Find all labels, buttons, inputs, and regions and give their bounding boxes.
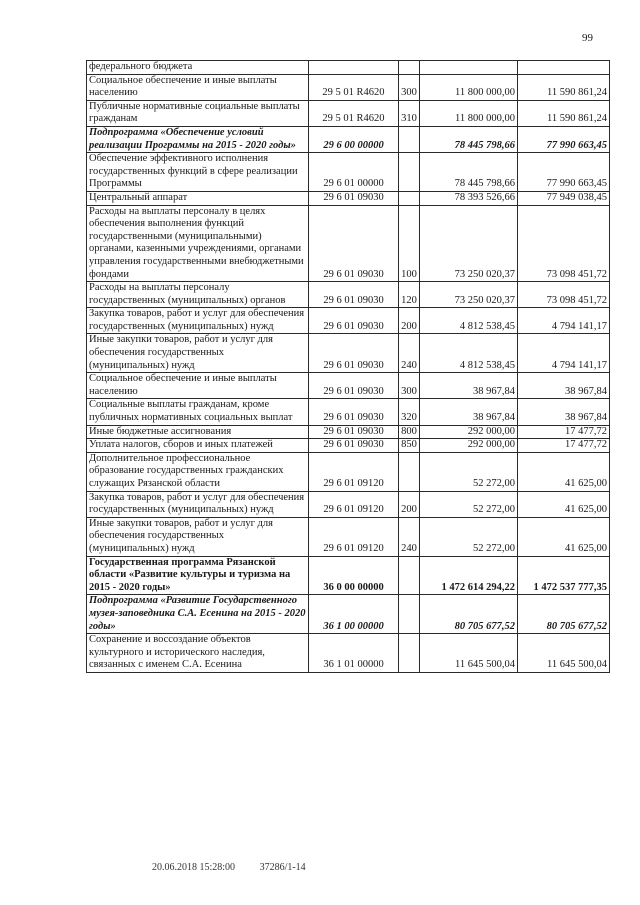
row-code-cell: 29 5 01 R4620 xyxy=(309,100,399,126)
row-code-cell: 29 6 01 09030 xyxy=(309,439,399,453)
row-name-cell: Иные закупки товаров, работ и услуг для обеспечения государственных (муниципальных) нужд xyxy=(87,334,309,373)
row-planned-sum-cell: 4 812 538,45 xyxy=(420,308,518,334)
row-executed-sum-cell: 77 949 038,45 xyxy=(518,191,610,205)
row-name-cell: Центральный аппарат xyxy=(87,191,309,205)
row-executed-sum-cell: 38 967,84 xyxy=(518,373,610,399)
row-planned-sum-cell: 38 967,84 xyxy=(420,399,518,425)
table-row xyxy=(87,373,610,399)
row-expense-type-cell: 320 xyxy=(399,399,420,425)
row-name-cell: Социальное обеспечение и иные выплаты населению xyxy=(87,74,309,100)
row-name-cell: Иные бюджетные ассигнования xyxy=(87,425,309,439)
row-planned-sum-cell: 73 250 020,37 xyxy=(420,205,518,282)
row-executed-sum-cell: 4 794 141,17 xyxy=(518,334,610,373)
table-row xyxy=(87,334,610,373)
budget-table xyxy=(86,60,610,673)
table-row xyxy=(87,452,610,491)
table-row xyxy=(87,491,610,517)
row-executed-sum-cell: 17 477,72 xyxy=(518,425,610,439)
row-name-cell: Обеспечение эффективного исполнения государственных функций в сфере реализации Программы xyxy=(87,153,309,192)
row-code-cell xyxy=(309,61,399,75)
row-name-cell: Уплата налогов, сборов и иных платежей xyxy=(87,439,309,453)
row-name-cell: Государственная программа Рязанской области «Развитие культуры и туризма на 2015 - 2020 годы» xyxy=(87,556,309,595)
row-planned-sum-cell: 38 967,84 xyxy=(420,373,518,399)
table-row xyxy=(87,517,610,556)
row-executed-sum-cell: 1 472 537 777,35 xyxy=(518,556,610,595)
row-executed-sum-cell: 41 625,00 xyxy=(518,517,610,556)
row-code-cell: 29 6 01 09120 xyxy=(309,491,399,517)
row-expense-type-cell: 300 xyxy=(399,373,420,399)
row-expense-type-cell: 800 xyxy=(399,425,420,439)
subprogram-row xyxy=(87,126,610,152)
table-row xyxy=(87,308,610,334)
row-code-cell: 29 6 01 09030 xyxy=(309,399,399,425)
row-executed-sum-cell xyxy=(518,61,610,75)
row-code-cell: 29 6 01 09030 xyxy=(309,334,399,373)
row-name-cell: Дополнительное профессиональное образование государственных гражданских служащих Рязанской области xyxy=(87,452,309,491)
row-expense-type-cell: 120 xyxy=(399,282,420,308)
row-planned-sum-cell: 52 272,00 xyxy=(420,491,518,517)
table-row xyxy=(87,634,610,673)
budget-table-body xyxy=(87,61,610,673)
page-number: 99 xyxy=(582,32,593,44)
row-planned-sum-cell: 52 272,00 xyxy=(420,452,518,491)
row-expense-type-cell: 240 xyxy=(399,334,420,373)
row-planned-sum-cell: 78 445 798,66 xyxy=(420,153,518,192)
row-code-cell: 29 6 00 00000 xyxy=(309,126,399,152)
row-name-cell: Социальное обеспечение и иные выплаты населению xyxy=(87,373,309,399)
row-code-cell: 36 0 00 00000 xyxy=(309,556,399,595)
row-planned-sum-cell: 292 000,00 xyxy=(420,425,518,439)
row-code-cell: 29 6 01 09030 xyxy=(309,373,399,399)
row-expense-type-cell: 300 xyxy=(399,74,420,100)
row-executed-sum-cell: 73 098 451,72 xyxy=(518,205,610,282)
row-name-cell: Сохранение и воссоздание объектов культурного и исторического наследия, связанных с именем С.А. Есенина xyxy=(87,634,309,673)
subprogram-row xyxy=(87,595,610,634)
program-row xyxy=(87,556,610,595)
row-code-cell: 29 6 01 09030 xyxy=(309,282,399,308)
row-name-cell: Расходы на выплаты персоналу государственных (муниципальных) органов xyxy=(87,282,309,308)
row-code-cell: 29 6 01 09030 xyxy=(309,308,399,334)
row-name-cell: Социальные выплаты гражданам, кроме публичных нормативных социальных выплат xyxy=(87,399,309,425)
row-executed-sum-cell: 73 098 451,72 xyxy=(518,282,610,308)
row-expense-type-cell xyxy=(399,153,420,192)
table-row xyxy=(87,399,610,425)
row-expense-type-cell: 240 xyxy=(399,517,420,556)
table-row xyxy=(87,425,610,439)
row-planned-sum-cell: 80 705 677,52 xyxy=(420,595,518,634)
row-name-cell: Закупка товаров, работ и услуг для обеспечения государственных (муниципальных) нужд xyxy=(87,308,309,334)
row-planned-sum-cell: 11 800 000,00 xyxy=(420,74,518,100)
table-row xyxy=(87,191,610,205)
row-name-cell: Закупка товаров, работ и услуг для обеспечения государственных (муниципальных) нужд xyxy=(87,491,309,517)
row-planned-sum-cell: 73 250 020,37 xyxy=(420,282,518,308)
row-name-cell: Публичные нормативные социальные выплаты гражданам xyxy=(87,100,309,126)
table-row xyxy=(87,205,610,282)
row-code-cell: 29 6 01 09030 xyxy=(309,425,399,439)
row-expense-type-cell xyxy=(399,634,420,673)
row-planned-sum-cell: 11 800 000,00 xyxy=(420,100,518,126)
row-name-cell: Подпрограмма «Обеспечение условий реализации Программы на 2015 - 2020 годы» xyxy=(87,126,309,152)
row-planned-sum-cell: 52 272,00 xyxy=(420,517,518,556)
row-executed-sum-cell: 41 625,00 xyxy=(518,491,610,517)
row-executed-sum-cell: 77 990 663,45 xyxy=(518,153,610,192)
row-expense-type-cell: 100 xyxy=(399,205,420,282)
row-executed-sum-cell: 17 477,72 xyxy=(518,439,610,453)
footer-datetime: 20.06.2018 15:28:00 xyxy=(152,862,236,873)
row-executed-sum-cell: 38 967,84 xyxy=(518,399,610,425)
row-expense-type-cell xyxy=(399,595,420,634)
row-expense-type-cell: 200 xyxy=(399,308,420,334)
table-row xyxy=(87,439,610,453)
row-expense-type-cell: 200 xyxy=(399,491,420,517)
row-code-cell: 29 5 01 R4620 xyxy=(309,74,399,100)
table-row xyxy=(87,282,610,308)
row-executed-sum-cell: 11 645 500,04 xyxy=(518,634,610,673)
row-expense-type-cell xyxy=(399,556,420,595)
row-expense-type-cell: 850 xyxy=(399,439,420,453)
row-planned-sum-cell: 78 393 526,66 xyxy=(420,191,518,205)
row-name-cell: Подпрограмма «Развитие Государственного музея-заповедника С.А. Есенина на 2015 - 2020 годы» xyxy=(87,595,309,634)
table-row xyxy=(87,61,610,75)
row-name-cell: Иные закупки товаров, работ и услуг для обеспечения государственных (муниципальных) нужд xyxy=(87,517,309,556)
row-code-cell: 29 6 01 00000 xyxy=(309,153,399,192)
document-footer xyxy=(152,862,328,873)
row-planned-sum-cell: 292 000,00 xyxy=(420,439,518,453)
table-row xyxy=(87,100,610,126)
row-code-cell: 29 6 01 09120 xyxy=(309,452,399,491)
row-name-cell: Расходы на выплаты персоналу в целях обеспечения выполнения функций государственными (муниципальными) органами, казенными учреждениями, органами управления государственными внебюджетными фондами xyxy=(87,205,309,282)
row-planned-sum-cell xyxy=(420,61,518,75)
row-code-cell: 36 1 01 00000 xyxy=(309,634,399,673)
table-row xyxy=(87,153,610,192)
row-planned-sum-cell: 1 472 614 294,22 xyxy=(420,556,518,595)
row-executed-sum-cell: 4 794 141,17 xyxy=(518,308,610,334)
row-executed-sum-cell: 11 590 861,24 xyxy=(518,100,610,126)
row-executed-sum-cell: 80 705 677,52 xyxy=(518,595,610,634)
row-code-cell: 36 1 00 00000 xyxy=(309,595,399,634)
row-code-cell: 29 6 01 09030 xyxy=(309,191,399,205)
table-row xyxy=(87,74,610,100)
row-executed-sum-cell: 11 590 861,24 xyxy=(518,74,610,100)
row-executed-sum-cell: 41 625,00 xyxy=(518,452,610,491)
row-code-cell: 29 6 01 09120 xyxy=(309,517,399,556)
row-name-cell: федерального бюджета xyxy=(87,61,309,75)
row-expense-type-cell xyxy=(399,452,420,491)
footer-doc-id: 37286/1-14 xyxy=(259,862,306,873)
row-planned-sum-cell: 11 645 500,04 xyxy=(420,634,518,673)
row-expense-type-cell xyxy=(399,61,420,75)
row-executed-sum-cell: 77 990 663,45 xyxy=(518,126,610,152)
row-planned-sum-cell: 4 812 538,45 xyxy=(420,334,518,373)
row-planned-sum-cell: 78 445 798,66 xyxy=(420,126,518,152)
row-expense-type-cell xyxy=(399,191,420,205)
row-expense-type-cell: 310 xyxy=(399,100,420,126)
row-code-cell: 29 6 01 09030 xyxy=(309,205,399,282)
row-expense-type-cell xyxy=(399,126,420,152)
